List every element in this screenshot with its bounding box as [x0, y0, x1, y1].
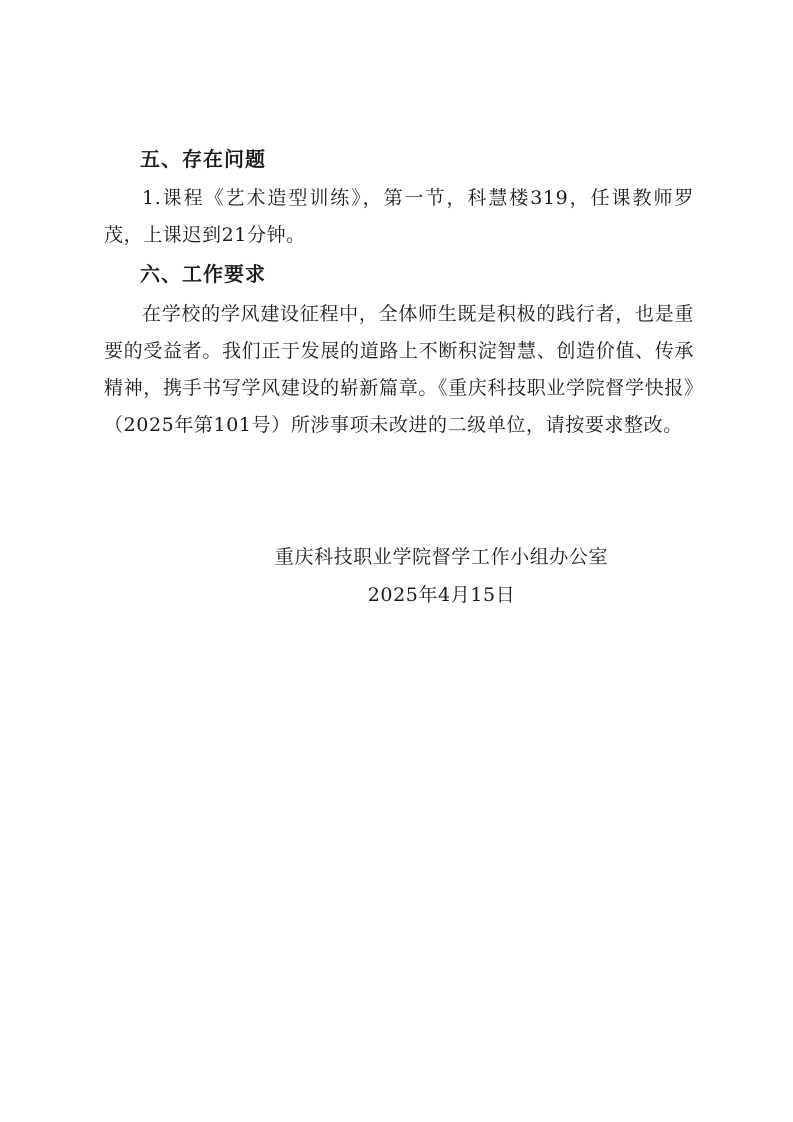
- work-requirements-paragraph: 在学校的学风建设征程中，全体师生既是积极的践行者，也是重要的受益者。我们正于发展的道路上不断积淀智慧、创造价值、传承精神，携手书写学风建设的崭新篇章。《重庆科技职业学院督学快报》（2025年第101号）所涉事项未改进的二级单位，请按要求整改。: [104, 303, 694, 436]
- section-5-heading: 五、存在问题: [140, 147, 266, 171]
- section-6-heading: 六、工作要求: [140, 262, 266, 286]
- signature-date: 2025年4月15日: [367, 584, 516, 606]
- issue-item-1: 1.课程《艺术造型训练》，第一节，科慧楼319，任课教师罗茂，上课迟到21分钟。: [104, 187, 694, 246]
- signature-organization: 重庆科技职业学院督学工作小组办公室: [274, 546, 609, 568]
